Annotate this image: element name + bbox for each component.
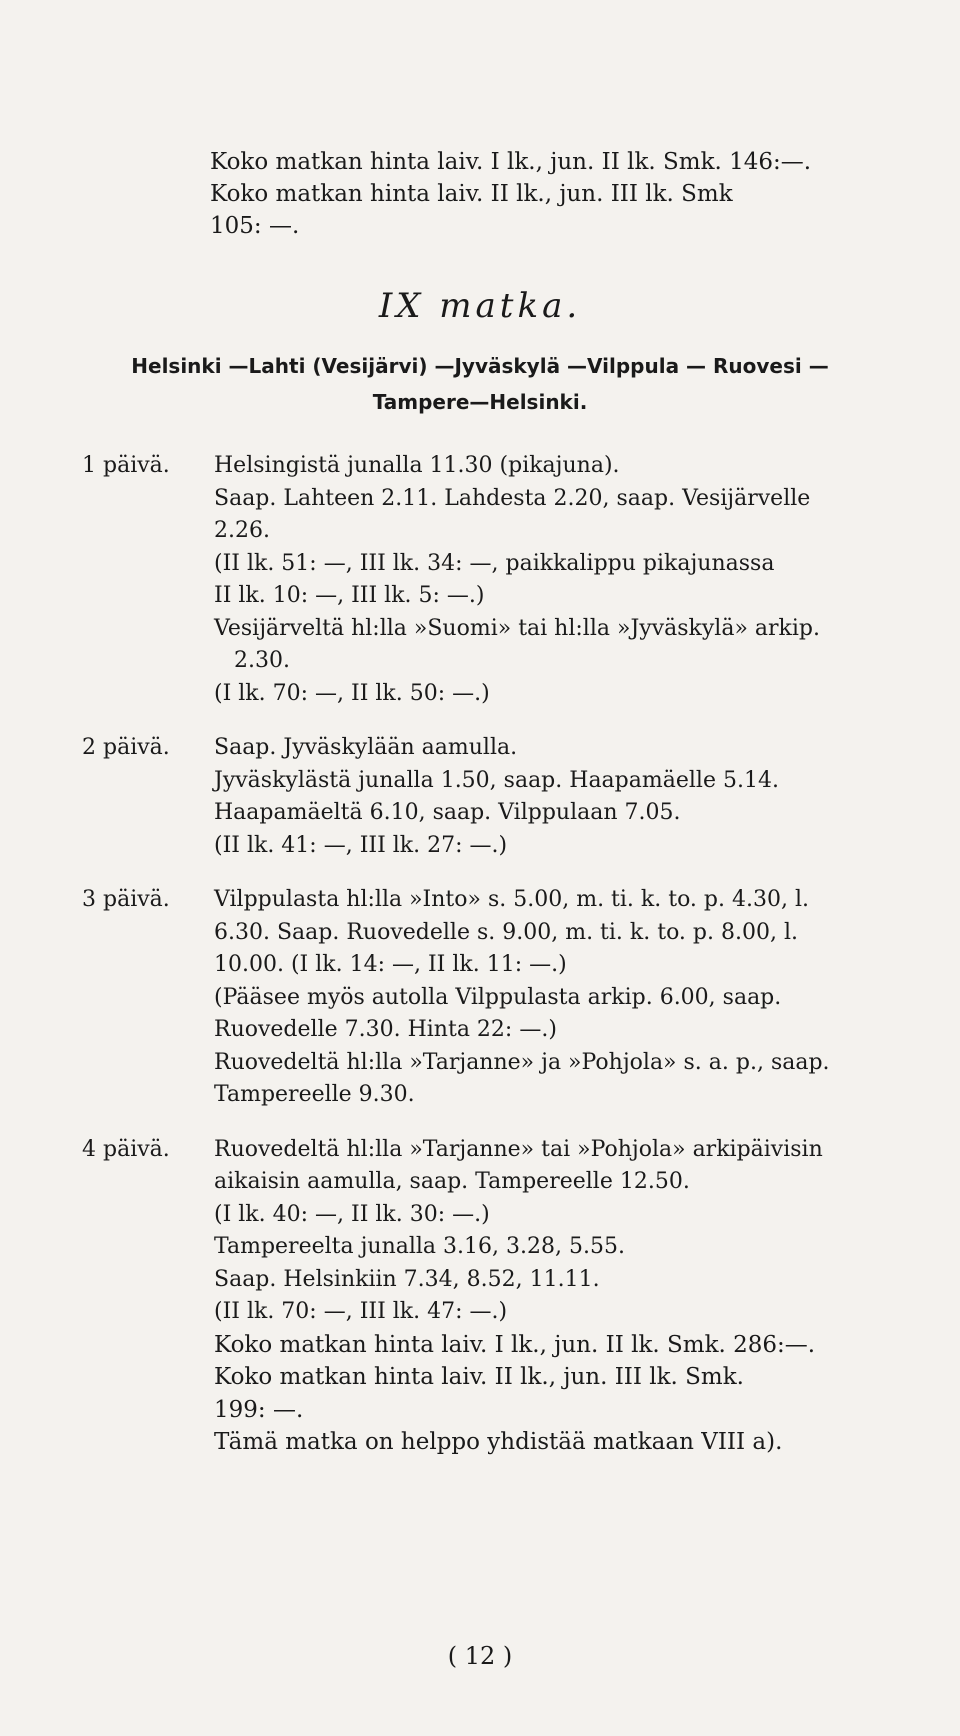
day-line: aikaisin aamulla, saap. Tampereelle 12.50. <box>214 1169 690 1194</box>
trip-heading: IX matka. <box>378 286 582 326</box>
day-line: (Pääsee myös autolla Vilppulasta arkip. 6.00, saap. <box>214 984 782 1010</box>
day-line: Ruovedelle 7.30. Hinta 22: —.) <box>214 1017 557 1042</box>
day-label: 3 päivä. <box>82 887 170 912</box>
intro-price-block <box>210 146 890 242</box>
day-line: Koko matkan hinta laiv. I lk., jun. II lk. Smk. 286:—. <box>214 1331 816 1358</box>
day-label: 1 päivä. <box>82 453 170 478</box>
day-label: 4 päivä. <box>82 1136 170 1162</box>
day-body <box>214 450 902 710</box>
day-line: (I lk. 40: —, II lk. 30: —.) <box>214 1201 490 1227</box>
day-line: Ruovedeltä hl:lla »Tarjanne» tai »Pohjola» arkipäivisin <box>214 1136 823 1162</box>
day-line: Koko matkan hinta laiv. II lk., jun. III lk. Smk. <box>214 1364 744 1390</box>
day-line: Tämä matka on helppo yhdistää matkaan VIII a). <box>214 1429 783 1455</box>
day-line: Jyväskylästä junalla 1.50, saap. Haapamäelle 5.14. <box>214 767 779 793</box>
day-line: Tampereelta junalla 3.16, 3.28, 5.55. <box>214 1234 625 1259</box>
day-body <box>214 1134 902 1459</box>
day-line: 2.30. <box>234 648 290 673</box>
day-line: 199: —. <box>214 1396 304 1423</box>
day-line: (II lk. 41: —, III lk. 27: —.) <box>214 832 508 858</box>
day-line: Saap. Helsinkiin 7.34, 8.52, 11.11. <box>214 1266 600 1292</box>
route-title <box>60 348 900 420</box>
day-line: 2.26. <box>214 518 270 543</box>
day-line: (II lk. 70: —, III lk. 47: —.) <box>214 1299 508 1324</box>
intro-line: Koko matkan hinta laiv. I lk., jun. II lk. Smk. 146:—. <box>210 149 812 175</box>
intro-line: 105: —. <box>210 213 300 239</box>
day-list <box>82 450 902 1481</box>
day-line: 6.30. Saap. Ruovedelle s. 9.00, m. ti. k. to. p. 8.00, l. <box>214 919 798 945</box>
day-line: II lk. 10: —, III lk. 5: —.) <box>214 583 485 608</box>
day-line: Ruovedeltä hl:lla »Tarjanne» ja »Pohjola» s. a. p., saap. <box>214 1049 830 1075</box>
day-2 <box>82 732 902 862</box>
route-line: Tampere—Helsinki. <box>372 390 588 414</box>
day-line: Saap. Jyväskylään aamulla. <box>214 735 518 760</box>
day-line: 10.00. (I lk. 14: —, II lk. 11: —.) <box>214 952 567 977</box>
day-line: (I lk. 70: —, II lk. 50: —.) <box>214 680 490 706</box>
day-body <box>214 884 902 1112</box>
day-3 <box>82 884 902 1112</box>
day-label: 2 päivä. <box>82 735 170 760</box>
day-body <box>214 732 902 862</box>
day-line: Vilppulasta hl:lla »Into» s. 5.00, m. ti. k. to. p. 4.30, l. <box>214 887 809 912</box>
day-line: Vesijärveltä hl:lla »Suomi» tai hl:lla »Jyväskylä» arkip. <box>214 615 820 641</box>
route-line: Helsinki —Lahti (Vesijärvi) —Jyväskylä —Vilppula — Ruovesi — <box>131 354 829 378</box>
day-line: Haapamäeltä 6.10, saap. Vilppulaan 7.05. <box>214 800 681 825</box>
day-line: (II lk. 51: —, III lk. 34: —, paikkalippu pikajunassa <box>214 550 775 576</box>
day-line: Helsingistä junalla 11.30 (pikajuna). <box>214 453 620 478</box>
day-line: Tampereelle 9.30. <box>214 1082 415 1107</box>
day-line: Saap. Lahteen 2.11. Lahdesta 2.20, saap. Vesijärvelle <box>214 485 811 511</box>
intro-line: Koko matkan hinta laiv. II lk., jun. III lk. Smk <box>210 181 733 207</box>
day-4 <box>82 1134 902 1459</box>
day-1 <box>82 450 902 710</box>
page-number: ( 12 ) <box>447 1642 513 1670</box>
